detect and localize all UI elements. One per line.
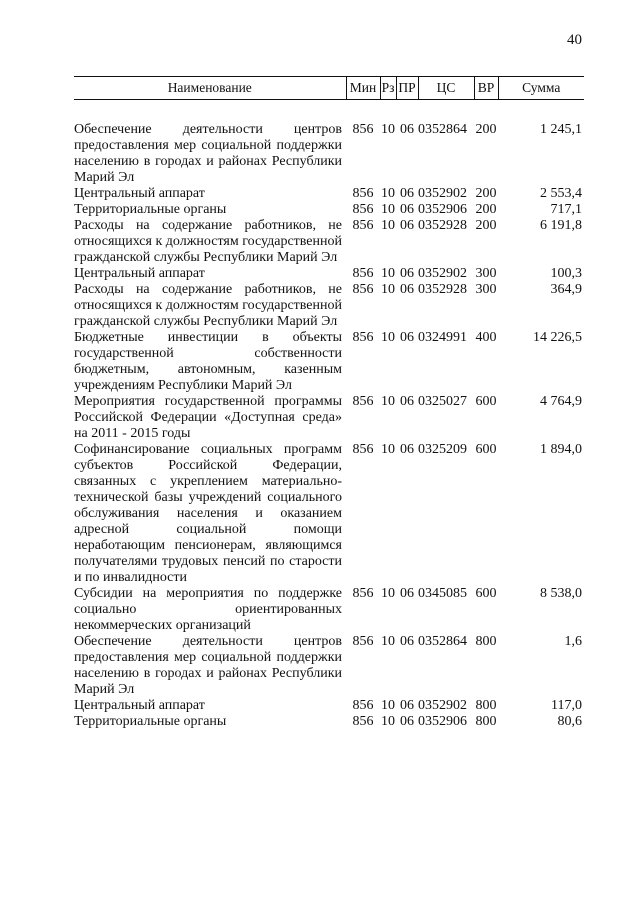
row-vr: 300 — [475, 282, 497, 297]
row-vr: 200 — [475, 218, 497, 233]
row-sum: 2 553,4 — [540, 186, 582, 201]
row-sum: 364,9 — [550, 282, 582, 297]
row-cs: 0352928 — [418, 282, 467, 297]
table-row — [74, 202, 584, 218]
row-pr: 06 — [400, 202, 414, 217]
row-cs: 0325209 — [418, 442, 467, 457]
row-rz: 10 — [381, 714, 395, 729]
row-min: 856 — [352, 634, 374, 649]
row-vr: 300 — [475, 266, 497, 281]
row-pr: 06 — [400, 586, 414, 601]
header-min: Мин — [346, 77, 380, 100]
row-pr: 06 — [400, 282, 414, 297]
row-sum: 100,3 — [550, 266, 582, 281]
row-name: Территориальные органы — [74, 202, 227, 217]
row-cs: 0352864 — [418, 634, 467, 649]
row-pr: 06 — [400, 714, 414, 729]
row-pr: 06 — [400, 330, 414, 345]
header-vr: ВР — [474, 77, 498, 100]
row-rz: 10 — [381, 186, 395, 201]
row-sum: 6 191,8 — [540, 218, 582, 233]
table-row — [74, 218, 584, 266]
row-pr: 06 — [400, 634, 414, 649]
row-name: Расходы на содержание работников, не относящихся к должностям государственной гражданской службы Республики Марий Эл — [74, 218, 342, 265]
row-rz: 10 — [381, 330, 395, 345]
row-min: 856 — [352, 202, 374, 217]
row-vr: 200 — [475, 186, 497, 201]
row-sum: 80,6 — [557, 714, 582, 729]
page-number: 40 — [567, 32, 582, 48]
row-sum: 14 226,5 — [533, 330, 582, 345]
row-vr: 800 — [475, 698, 497, 713]
row-rz: 10 — [381, 282, 395, 297]
row-rz: 10 — [381, 266, 395, 281]
row-name: Софинансирование социальных программ субъектов Российской Федерации, связанных с укреплением материально-технической базы учреждений социального обслуживания населения и оказанием адресной социальной помощи неработающим пенсионерам, являющимся получателями трудовых пенсий по старости и по инвалидности — [74, 442, 342, 585]
row-min: 856 — [352, 586, 374, 601]
row-name: Обеспечение деятельности центров предоставления мер социальной поддержки населению в городах и районах Республики Марий Эл — [74, 122, 342, 185]
row-pr: 06 — [400, 266, 414, 281]
row-vr: 800 — [475, 714, 497, 729]
row-sum: 1,6 — [564, 634, 582, 649]
header-name: Наименование — [74, 77, 346, 100]
table-row — [74, 714, 584, 730]
row-rz: 10 — [381, 442, 395, 457]
row-cs: 0352902 — [418, 698, 467, 713]
row-rz: 10 — [381, 122, 395, 137]
row-name: Центральный аппарат — [74, 186, 205, 201]
row-pr: 06 — [400, 218, 414, 233]
table-row — [74, 586, 584, 634]
row-min: 856 — [352, 394, 374, 409]
budget-table — [74, 76, 584, 730]
row-rz: 10 — [381, 218, 395, 233]
row-name: Бюджетные инвестиции в объекты государственной собственности бюджетным, автономным, казенным учреждениям Республики Марий Эл — [74, 330, 342, 393]
row-min: 856 — [352, 698, 374, 713]
row-rz: 10 — [381, 586, 395, 601]
table-row — [74, 282, 584, 330]
row-cs: 0352902 — [418, 266, 467, 281]
table-row — [74, 330, 584, 394]
table-header-row — [74, 77, 584, 100]
row-pr: 06 — [400, 122, 414, 137]
row-pr: 06 — [400, 186, 414, 201]
header-cs: ЦС — [418, 77, 474, 100]
row-pr: 06 — [400, 698, 414, 713]
header-sum: Сумма — [498, 77, 584, 100]
row-rz: 10 — [381, 634, 395, 649]
table-row — [74, 394, 584, 442]
row-vr: 600 — [475, 442, 497, 457]
row-vr: 600 — [475, 394, 497, 409]
row-min: 856 — [352, 330, 374, 345]
row-cs: 0352864 — [418, 122, 467, 137]
row-name: Мероприятия государственной программы Российской Федерации «Доступная среда» на 2011 - 2015 годы — [74, 394, 342, 441]
row-sum: 4 764,9 — [540, 394, 582, 409]
row-name: Обеспечение деятельности центров предоставления мер социальной поддержки населению в городах и районах Республики Марий Эл — [74, 634, 342, 697]
table-row — [74, 122, 584, 186]
row-vr: 200 — [475, 202, 497, 217]
table-row — [74, 266, 584, 282]
row-min: 856 — [352, 442, 374, 457]
row-cs: 0352906 — [418, 202, 467, 217]
row-cs: 0352906 — [418, 714, 467, 729]
row-cs: 0324991 — [418, 330, 467, 345]
row-name: Территориальные органы — [74, 714, 227, 729]
row-vr: 400 — [475, 330, 497, 345]
row-min: 856 — [352, 122, 374, 137]
row-name: Расходы на содержание работников, не относящихся к должностям государственной гражданской службы Республики Марий Эл — [74, 282, 342, 329]
row-name: Субсидии на мероприятия по поддержке социально ориентированных некоммерческих организаций — [74, 586, 342, 633]
row-sum: 117,0 — [551, 698, 582, 713]
row-vr: 800 — [475, 634, 497, 649]
row-sum: 717,1 — [550, 202, 582, 217]
row-cs: 0325027 — [418, 394, 467, 409]
row-sum: 8 538,0 — [540, 586, 582, 601]
row-cs: 0352928 — [418, 218, 467, 233]
header-rz: Рз — [380, 77, 396, 100]
row-cs: 0352902 — [418, 186, 467, 201]
row-min: 856 — [352, 218, 374, 233]
row-min: 856 — [352, 282, 374, 297]
row-vr: 600 — [475, 586, 497, 601]
row-min: 856 — [352, 266, 374, 281]
row-pr: 06 — [400, 442, 414, 457]
row-name: Центральный аппарат — [74, 698, 205, 713]
row-name: Центральный аппарат — [74, 266, 205, 281]
row-min: 856 — [352, 714, 374, 729]
row-pr: 06 — [400, 394, 414, 409]
row-cs: 0345085 — [418, 586, 467, 601]
row-min: 856 — [352, 186, 374, 201]
table-row — [74, 186, 584, 202]
row-rz: 10 — [381, 698, 395, 713]
row-rz: 10 — [381, 394, 395, 409]
row-sum: 1 894,0 — [540, 442, 582, 457]
table-row — [74, 442, 584, 586]
row-vr: 200 — [475, 122, 497, 137]
row-rz: 10 — [381, 202, 395, 217]
row-sum: 1 245,1 — [540, 122, 582, 137]
table-row — [74, 634, 584, 698]
table-row — [74, 698, 584, 714]
header-pr: ПР — [396, 77, 418, 100]
